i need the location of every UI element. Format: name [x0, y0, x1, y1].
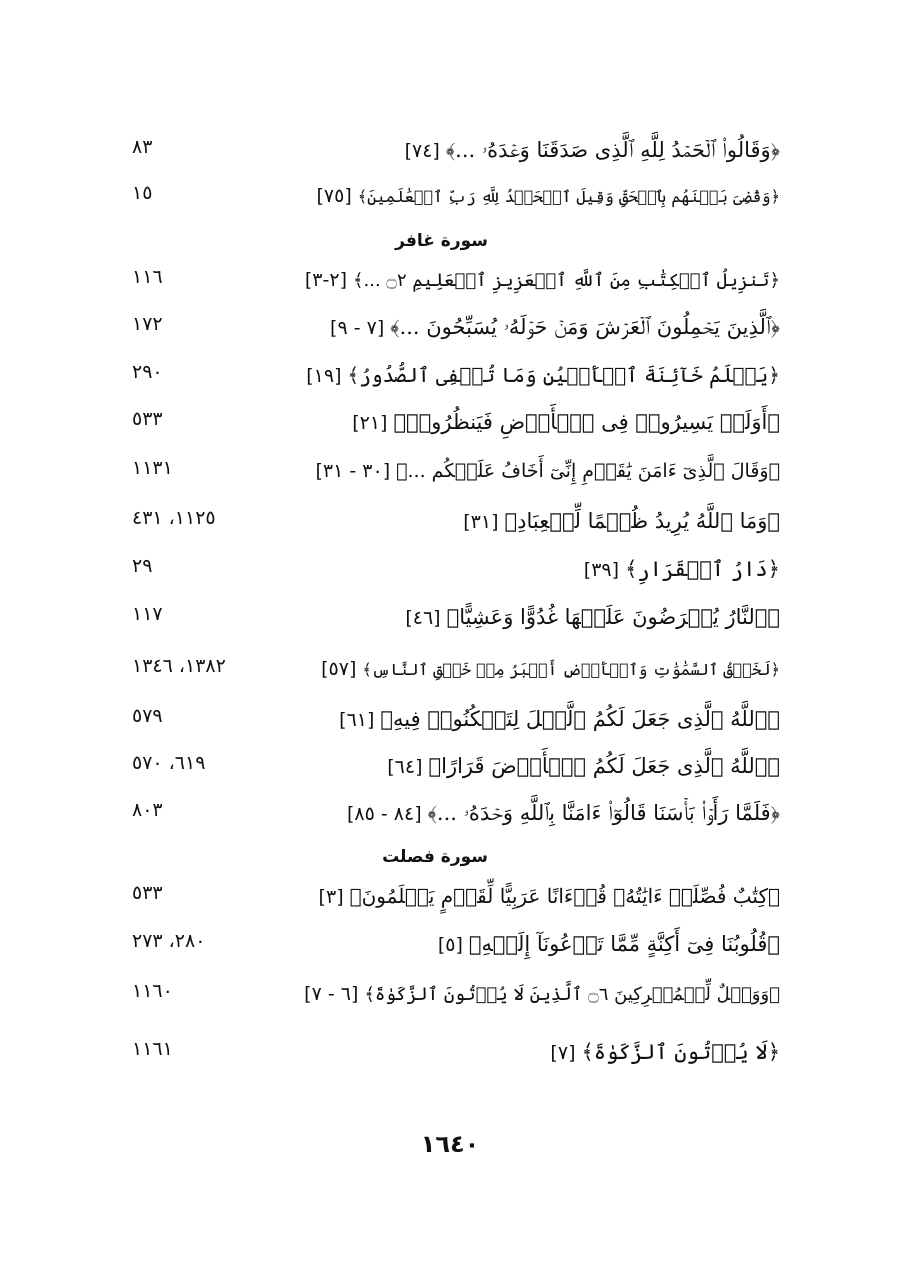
page-refs: ١١٧ [132, 603, 163, 625]
list-item [120, 132, 780, 168]
page-refs: ٥٣٣ [132, 408, 163, 430]
page-refs: ٢٩٠ [132, 361, 163, 383]
list-item [120, 976, 780, 1012]
verse-text: ﴿ٱللَّهُ ٱلَّذِى جَعَلَ لَكُمُ ٱلَّيۡلَ لِتَسۡكُنُوا۟ فِيهِ﴾[٦١] [339, 707, 780, 731]
list-item [120, 926, 780, 962]
list-item [120, 599, 780, 635]
verse-ref: [٧٤] [404, 140, 440, 162]
surah-heading: سورة فصلت [382, 847, 488, 867]
page-refs: ١٥ [132, 182, 153, 204]
verse-ref: [٣] [318, 886, 344, 908]
list-item [120, 404, 780, 440]
verse-ref: [٧ - ٩] [330, 317, 385, 339]
verse-text: ﴿كِتَٰبٌ فُصِّلَتۡ ءَايَٰتُهُۥ قُرۡءَانًا عَرَبِيًّا لِّقَوۡمٍ يَعۡلَمُونَ﴾[٣] [318, 884, 780, 908]
list-item [120, 357, 780, 393]
verse-ref: [٧٥] [316, 185, 352, 207]
verse-ref: [٥٧] [321, 658, 357, 680]
list-item [120, 748, 780, 784]
page-refs: ٦١٩، ٥٧٠ [132, 752, 206, 774]
verse-ref: [٨٤ - ٨٥] [347, 803, 422, 825]
list-item [120, 309, 780, 345]
verse-text: ﴿ٱللَّهُ ٱلَّذِى جَعَلَ لَكُمُ ٱلۡأَرۡضَ قَرَارًا﴾[٦٤] [387, 754, 780, 778]
verse-ref: [٣٩] [583, 559, 620, 581]
verse-text: ﴿فَلَمَّا رَأَوۡا۟ بَأۡسَنَا قَالُوٓا۟ ءَامَنَّا بِٱللَّهِ وَحۡدَهُۥ ...﴾[٨٤ - ٨٥] [347, 801, 780, 825]
verse-text: ﴿لَا يُؤۡتُونَ ٱلزَّكَوٰةَ﴾[٧] [550, 1040, 780, 1064]
verse-ref: [٦ - ٧] [304, 983, 359, 1005]
page-refs: ١١٦١ [132, 1038, 173, 1060]
verse-text: ﴿وَقَالَ ٱلَّذِىٓ ءَامَنَ يَٰقَوۡمِ إِنِّىٓ أَخَافُ عَلَيۡكُم ...﴾[٣٠ - ٣١] [315, 460, 780, 482]
verse-ref: [٥] [437, 934, 463, 956]
list-item [120, 453, 780, 489]
surah-heading: سورة غافر [395, 231, 488, 251]
page-refs: ٥٧٩ [132, 705, 163, 727]
page-refs: ١١٦٠ [132, 980, 173, 1002]
page-refs: ٨٣ [132, 136, 153, 158]
verse-ref: [٧] [550, 1042, 576, 1064]
verse-text: ﴿وَمَا ٱللَّهُ يُرِيدُ ظُلۡمًا لِّلۡعِبَادِ﴾[٣١] [463, 509, 780, 533]
verse-text: ﴿دَارُ ٱلۡقَرَارِ﴾[٣٩] [583, 557, 780, 581]
list-item [120, 1034, 780, 1070]
list-item [120, 503, 780, 539]
list-item [120, 551, 780, 587]
verse-text: ﴿ٱلنَّارُ يُعۡرَضُونَ عَلَيۡهَا غُدُوًّا وَعَشِيًّا﴾[٤٦] [405, 605, 780, 629]
verse-ref: [٣٠ - ٣١] [315, 460, 391, 482]
verse-ref: [٦١] [339, 709, 375, 731]
verse-text: ﴿أَوَلَمۡ يَسِيرُوا۟ فِى ٱلۡأَرۡضِ فَيَنظُرُوا۟﴾[٢١] [352, 410, 780, 434]
verse-ref: [٢١] [352, 412, 388, 434]
verse-text: ﴿لَخَلۡقُ ٱلسَّمَٰوَٰتِ وَٱلۡأَرۡضِ أَكۡبَرُ مِنۡ خَلۡقِ ٱلنَّاسِ﴾[٥٧] [321, 658, 780, 680]
page-refs: ٢٩ [132, 555, 153, 577]
page-refs: ١٧٢ [132, 313, 163, 335]
verse-ref: [٣١] [463, 511, 499, 533]
page-number: ١٦٤٠ [420, 1130, 480, 1158]
list-item [120, 701, 780, 737]
page-refs: ١٣٨٢، ١٣٤٦ [132, 655, 226, 677]
list-item [120, 262, 780, 298]
verse-text: ﴿وَقُضِىَ بَيۡنَهُم بِٱلۡحَقِّ وَقِيلَ ٱلۡحَمۡدُ لِلَّهِ رَبِّ ٱلۡعَٰلَمِينَ﴾[٧٥] [316, 185, 780, 207]
verse-ref: [٦٤] [387, 756, 423, 778]
verse-ref: [١٩] [306, 365, 342, 387]
page-refs: ٥٣٣ [132, 882, 163, 904]
verse-text: ﴿وَوَيۡلٌ لِّلۡمُشۡرِكِينَ ۝٦ ٱلَّذِينَ لَا يُؤۡتُونَ ٱلزَّكَوٰةَ﴾[٦ - ٧] [304, 983, 780, 1005]
verse-ref: [٤٦] [405, 607, 441, 629]
page-refs: ٢٨٠، ٢٧٣ [132, 930, 206, 952]
list-item [120, 795, 780, 831]
verse-text: ﴿ٱلَّذِينَ يَحۡمِلُونَ ٱلۡعَرۡشَ وَمَنۡ حَوۡلَهُۥ يُسَبِّحُونَ ...﴾[٧ - ٩] [330, 315, 780, 339]
verse-text: ﴿يَعۡلَمُ خَآئِنَةَ ٱلۡأَعۡيُنِ وَمَا تُخۡفِى ٱلصُّدُورُ﴾[١٩] [306, 363, 780, 387]
list-item [120, 178, 780, 214]
verse-text: ﴿وَقَالُوا۟ ٱلۡحَمۡدُ لِلَّهِ ٱلَّذِى صَدَقَنَا وَعۡدَهُۥ ...﴾[٧٤] [404, 138, 780, 162]
list-item [120, 878, 780, 914]
verse-ref: [٢-٣] [304, 269, 347, 291]
verse-text: ﴿تَنزِيلُ ٱلۡكِتَٰبِ مِنَ ٱللَّهِ ٱلۡعَزِيزِ ٱلۡعَلِيمِ ۝٢ ...﴾[٢-٣] [304, 269, 780, 291]
page-refs: ١١٢٥، ٤٣١ [132, 507, 216, 529]
page-refs: ٨٠٣ [132, 799, 163, 821]
list-item [120, 651, 780, 687]
page-refs: ١١٣١ [132, 457, 173, 479]
page-refs: ١١٦ [132, 266, 163, 288]
verse-text: ﴿قُلُوبُنَا فِىٓ أَكِنَّةٍ مِّمَّا تَدۡعُونَآ إِلَيۡهِ﴾[٥] [437, 932, 780, 956]
